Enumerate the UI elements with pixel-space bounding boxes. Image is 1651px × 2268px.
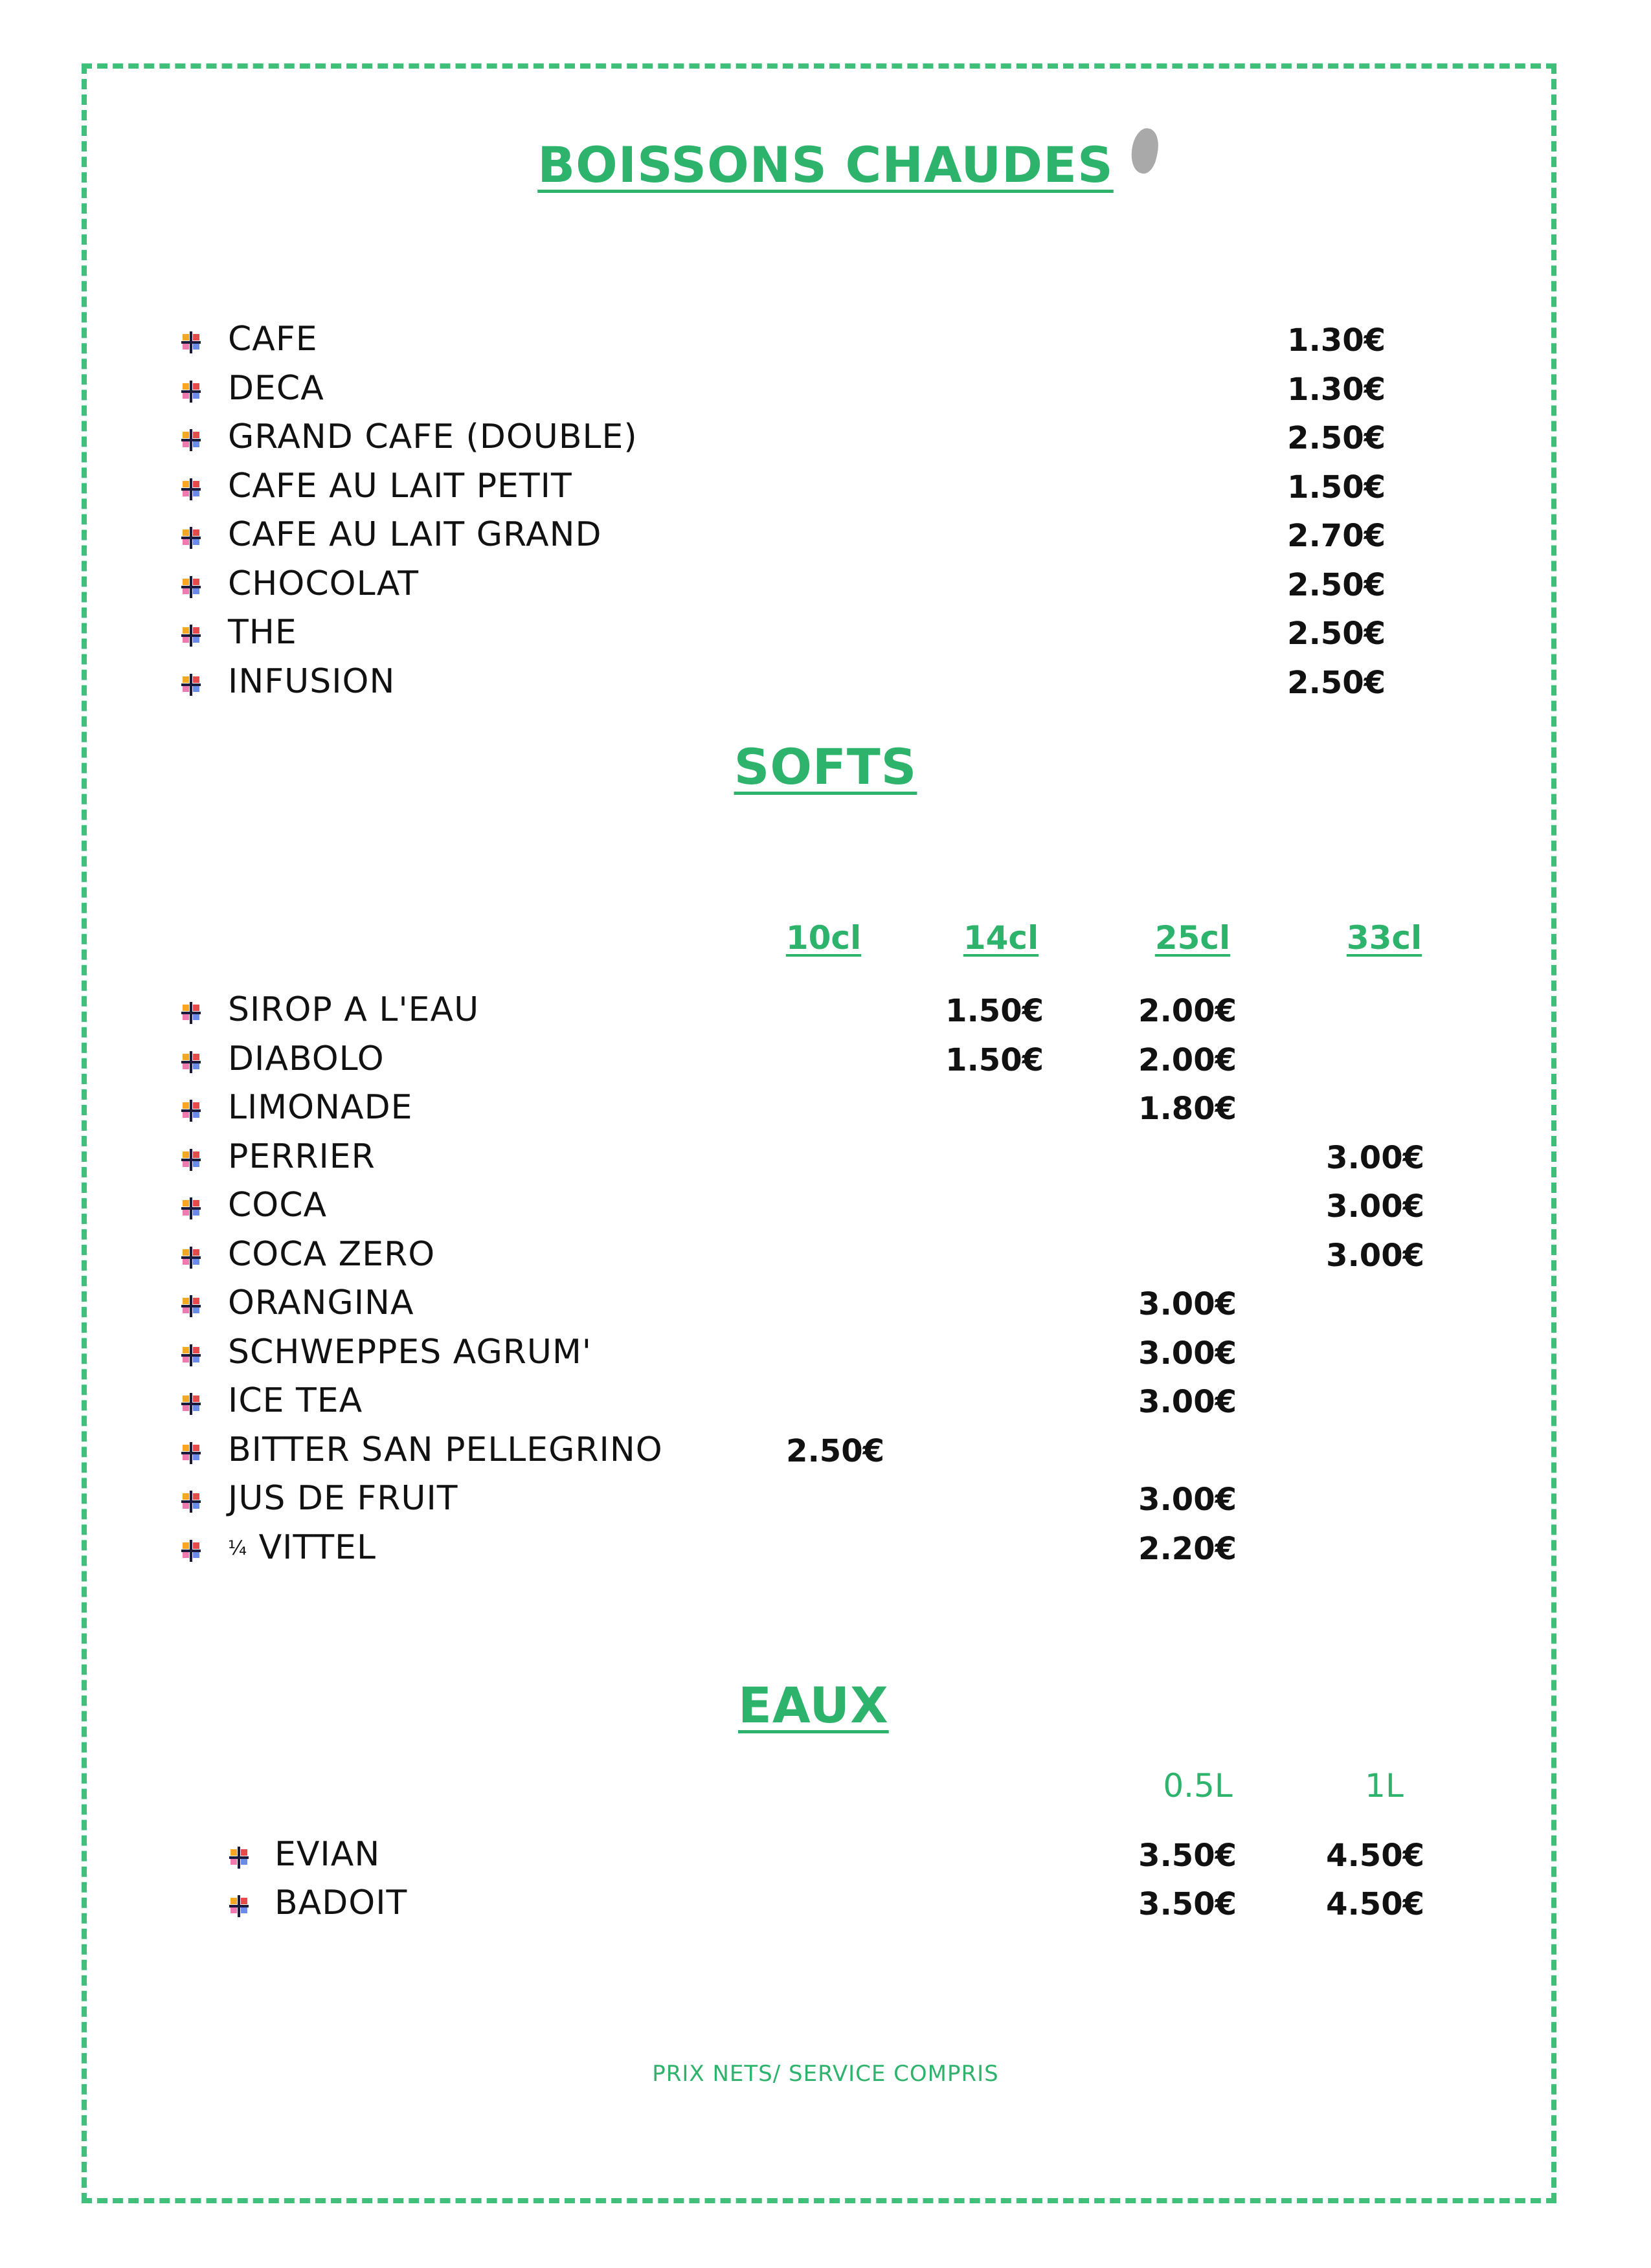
menu-item-row xyxy=(0,1835,1651,1880)
item-label: LIMONADE xyxy=(228,1088,413,1127)
item-label: DECA xyxy=(228,368,324,408)
item-name xyxy=(228,467,572,506)
item-label: PERRIER xyxy=(228,1137,376,1176)
item-name xyxy=(228,1235,435,1274)
item-price: 2.50€ xyxy=(1287,664,1386,701)
softs-col-10cl: 10cl xyxy=(785,919,862,957)
bullet-icon xyxy=(179,1488,205,1514)
softs-title: SOFTS xyxy=(734,738,917,795)
bullet-icon xyxy=(179,378,205,404)
item-price: 2.00€ xyxy=(1138,1041,1237,1078)
item-name xyxy=(228,1381,363,1420)
item-label: INFUSION xyxy=(228,662,396,701)
bullet-icon xyxy=(179,1244,205,1270)
menu-item-row xyxy=(0,613,1651,658)
item-price: 1.50€ xyxy=(945,1041,1044,1078)
item-price: 2.50€ xyxy=(1287,616,1386,652)
bullet-icon xyxy=(179,1537,205,1563)
bullet-icon xyxy=(179,1342,205,1368)
menu-item-row xyxy=(0,662,1651,707)
item-label: JUS DE FRUIT xyxy=(228,1479,458,1518)
item-name xyxy=(228,320,318,359)
bullet-icon xyxy=(179,476,205,502)
menu-item-row xyxy=(0,1479,1651,1524)
item-label: VITTEL xyxy=(258,1528,376,1567)
item-label: COCA ZERO xyxy=(228,1234,436,1274)
item-price: 1.50€ xyxy=(945,993,1044,1029)
item-name xyxy=(228,990,479,1029)
item-label: ICE TEA xyxy=(228,1381,363,1420)
item-price: 3.50€ xyxy=(1138,1838,1237,1874)
item-label: BADOIT xyxy=(275,1884,408,1922)
item-name xyxy=(228,1088,412,1127)
menu-item-row xyxy=(0,1884,1651,1929)
item-name xyxy=(275,1884,407,1922)
item-label: SCHWEPPES AGRUM' xyxy=(228,1332,592,1372)
item-label: GRAND CAFE (DOUBLE) xyxy=(228,417,638,456)
item-price: 2.50€ xyxy=(1287,566,1386,603)
item-name xyxy=(228,369,324,408)
item-name xyxy=(228,1430,663,1469)
item-price: 2.00€ xyxy=(1138,993,1237,1029)
item-price: 3.00€ xyxy=(1138,1384,1237,1420)
menu-item-row xyxy=(0,1235,1651,1280)
item-price: 3.00€ xyxy=(1138,1335,1237,1372)
item-name xyxy=(275,1835,380,1874)
item-label: BITTER SAN PELLEGRINO xyxy=(228,1430,663,1469)
item-price: 1.80€ xyxy=(1138,1091,1237,1127)
bullet-icon xyxy=(227,1893,253,1918)
bullet-icon xyxy=(179,1146,205,1172)
item-name xyxy=(228,515,602,554)
bullet-icon xyxy=(179,622,205,648)
softs-col-14cl: 14cl xyxy=(963,919,1039,957)
bullet-icon xyxy=(179,427,205,452)
menu-item-row xyxy=(0,564,1651,610)
menu-item-row xyxy=(0,320,1651,365)
softs-col-25cl: 25cl xyxy=(1154,919,1231,957)
item-name xyxy=(228,1479,458,1518)
item-price: 1.50€ xyxy=(1287,469,1386,506)
item-price: 3.00€ xyxy=(1326,1237,1424,1274)
menu-item-row xyxy=(0,1186,1651,1231)
item-name xyxy=(228,564,419,603)
item-price: 2.50€ xyxy=(1287,420,1386,456)
item-name xyxy=(228,1284,414,1322)
item-price: 4.50€ xyxy=(1326,1838,1424,1874)
item-label: SIROP A L'EAU xyxy=(228,990,480,1029)
item-name xyxy=(228,613,297,652)
menu-item-row xyxy=(0,990,1651,1036)
item-label: DIABOLO xyxy=(228,1039,385,1078)
bullet-icon xyxy=(179,573,205,599)
item-price: 1.30€ xyxy=(1287,371,1386,408)
footer-note: PRIX NETS/ SERVICE COMPRIS xyxy=(652,2061,999,2087)
menu-item-row xyxy=(0,1040,1651,1085)
hot-drinks-title: BOISSONS CHAUDES xyxy=(537,136,1114,194)
eaux-col-05l: 0.5L xyxy=(1163,1767,1233,1805)
bullet-icon xyxy=(179,671,205,697)
item-price: 2.50€ xyxy=(786,1432,884,1469)
item-price: 4.50€ xyxy=(1326,1886,1424,1922)
item-label: COCA xyxy=(228,1186,328,1225)
menu-item-row xyxy=(0,1528,1651,1573)
item-price: 3.00€ xyxy=(1138,1482,1237,1518)
menu-item-row xyxy=(0,1284,1651,1329)
item-label: CHOCOLAT xyxy=(228,564,420,603)
item-price: 3.00€ xyxy=(1326,1139,1424,1176)
bullet-icon xyxy=(179,1293,205,1318)
item-label: CAFE AU LAIT GRAND xyxy=(228,515,602,554)
item-label: CAFE AU LAIT PETIT xyxy=(228,466,572,506)
bullet-icon xyxy=(179,1195,205,1221)
item-name xyxy=(228,417,638,456)
softs-col-33cl: 33cl xyxy=(1346,919,1422,957)
item-name xyxy=(228,1186,327,1225)
menu-item-row xyxy=(0,417,1651,463)
menu-item-row xyxy=(0,1430,1651,1476)
item-label: ORANGINA xyxy=(228,1284,414,1322)
item-name xyxy=(228,1137,376,1176)
item-price: 3.00€ xyxy=(1326,1188,1424,1225)
menu-item-row xyxy=(0,1333,1651,1378)
bullet-icon xyxy=(179,329,205,355)
item-price: 3.50€ xyxy=(1138,1886,1237,1922)
item-label: THE xyxy=(228,613,297,652)
menu-item-row xyxy=(0,1088,1651,1133)
eaux-title: EAUX xyxy=(738,1676,889,1734)
item-price: 1.30€ xyxy=(1287,322,1386,359)
bullet-icon xyxy=(179,524,205,550)
bullet-icon xyxy=(227,1844,253,1870)
bullet-icon xyxy=(179,999,205,1025)
item-price: 2.70€ xyxy=(1287,518,1386,554)
menu-item-row xyxy=(0,1137,1651,1183)
item-label: CAFE xyxy=(228,320,318,359)
item-name xyxy=(228,1040,385,1078)
eaux-col-1l: 1L xyxy=(1365,1767,1404,1805)
item-name xyxy=(228,662,395,701)
item-name xyxy=(228,1333,592,1372)
bullet-icon xyxy=(179,1097,205,1123)
item-price: 2.20€ xyxy=(1138,1530,1237,1567)
menu-item-row xyxy=(0,515,1651,561)
bullet-icon xyxy=(179,1390,205,1416)
menu-item-row xyxy=(0,369,1651,414)
item-label: EVIAN xyxy=(275,1835,381,1874)
menu-item-row xyxy=(0,1381,1651,1427)
menu-item-row xyxy=(0,467,1651,512)
item-price: 3.00€ xyxy=(1138,1286,1237,1322)
bullet-icon xyxy=(179,1049,205,1074)
item-fraction: ¼ xyxy=(228,1537,248,1560)
item-name xyxy=(228,1528,376,1567)
bullet-icon xyxy=(179,1440,205,1465)
